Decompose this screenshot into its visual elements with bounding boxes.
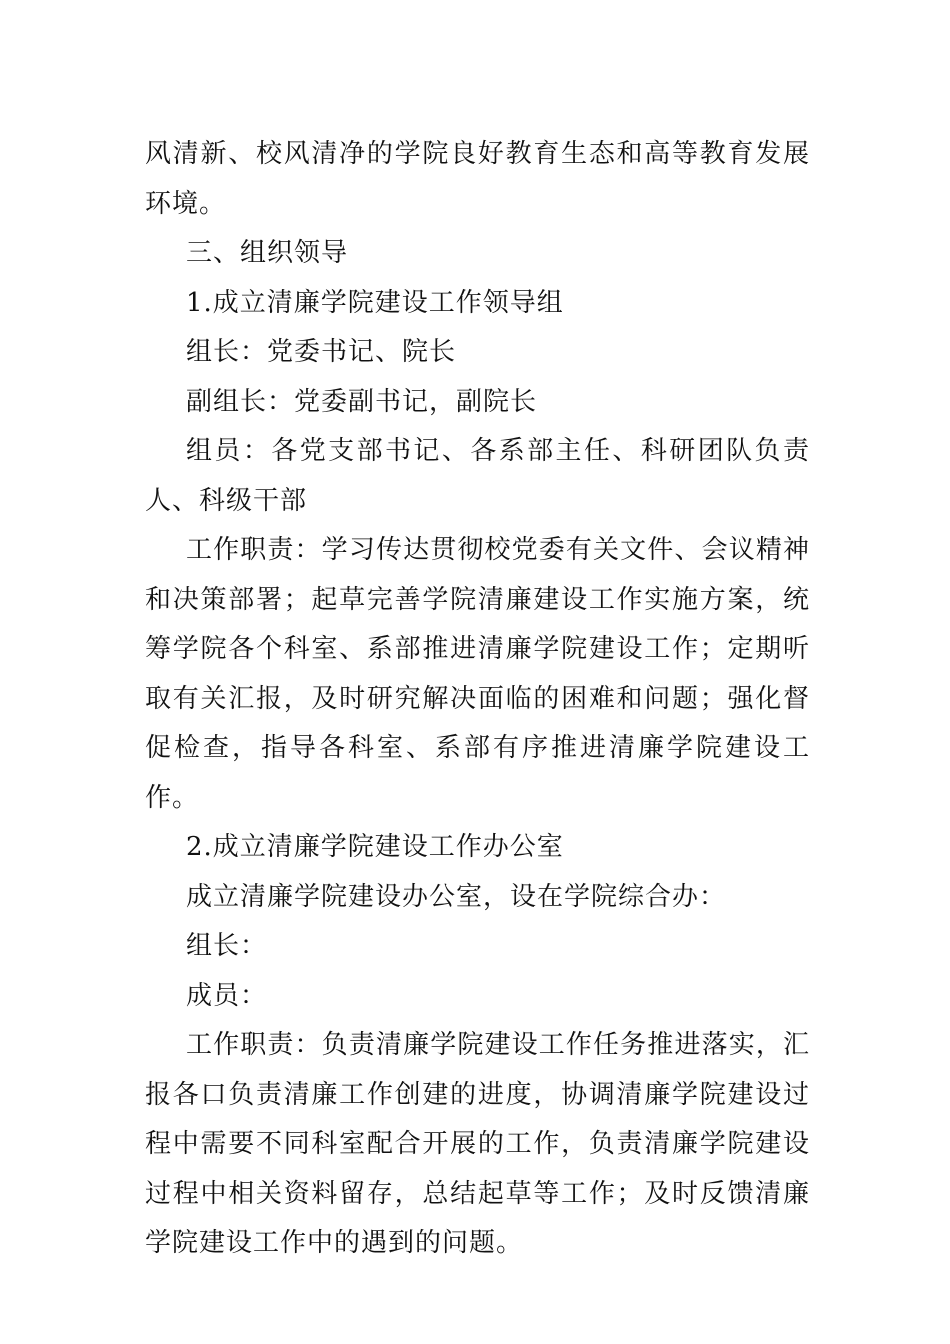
document-body <box>145 130 810 1269</box>
office-leader: 组长： <box>186 931 268 961</box>
office-duties: 工作职责：负责清廉学院建设工作任务推进落实，汇报各口负责清廉工作创建的进度，协调清廉学院建设过程中需要不同科室配合开展的工作，负责清廉学院建设过程中相关资料留存，总结起草等工作；及时反馈清廉学院建设工作中的遇到的问题。 <box>145 1030 810 1258</box>
paragraph-continuation: 风清新、校风清净的学院良好教育生态和高等教育发展环境。 <box>145 139 810 219</box>
subheading-office: 2.成立清廉学院建设工作办公室 <box>186 832 564 862</box>
office-members: 成员： <box>186 980 268 1011</box>
subheading-leading-group: 1.成立清廉学院建设工作领导组 <box>186 287 564 318</box>
section-heading-organization: 三、组织领导 <box>186 238 349 268</box>
leading-group-duties: 工作职责：学习传达贯彻校党委有关文件、会议精神和决策部署；起草完善学院清廉建设工作实施方案，统筹学院各个科室、系部推进清廉学院建设工作；定期听取有关汇报，及时研究解决面临的困难和问题；强化督促检查，指导各科室、系部有序推进清廉学院建设工作。 <box>145 535 810 813</box>
leading-group-deputy-leader: 副组长：党委副书记，副院长 <box>186 386 538 417</box>
office-location: 成立清廉学院建设办公室，设在学院综合办： <box>186 881 727 912</box>
leading-group-leader: 组长：党委书记、院长 <box>186 337 457 367</box>
leading-group-members: 组员：各党支部书记、各系部主任、科研团队负责人、科级干部 <box>145 436 810 516</box>
